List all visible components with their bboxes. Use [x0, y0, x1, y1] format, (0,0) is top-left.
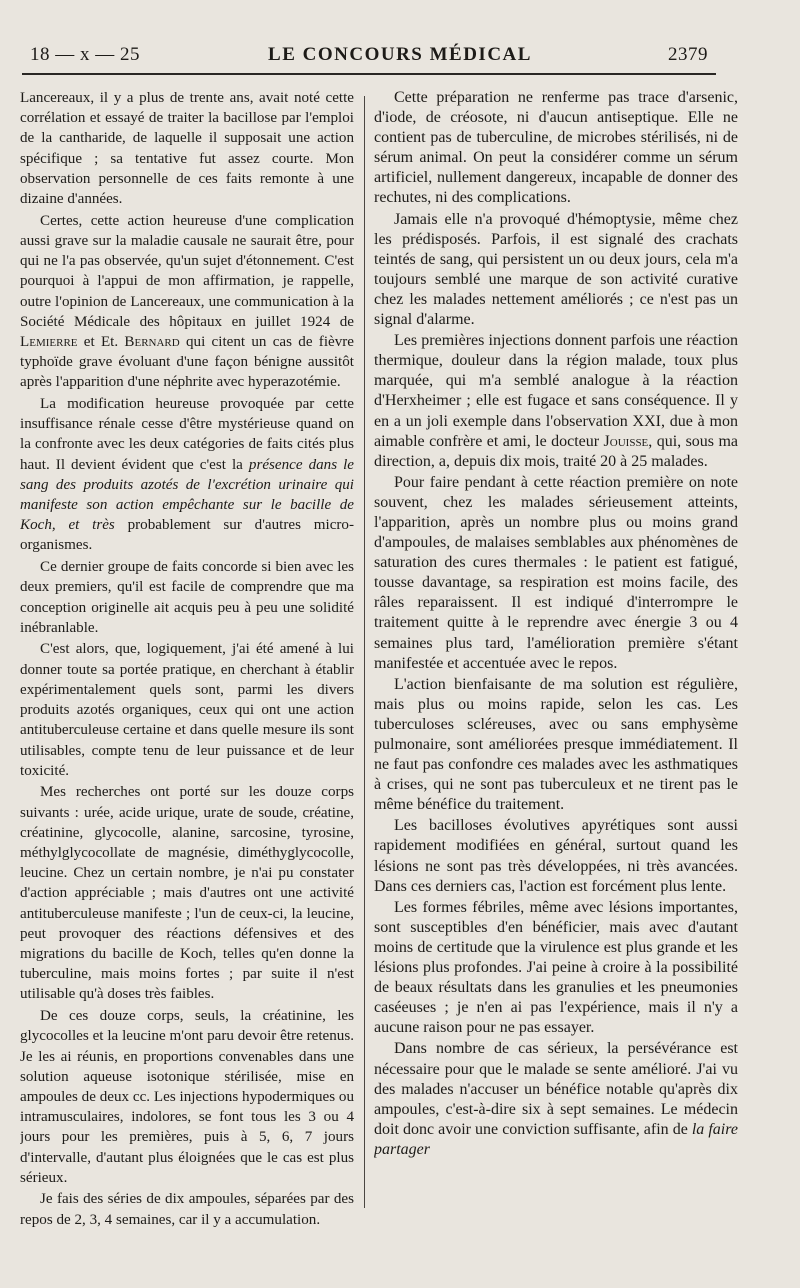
header-date: 18 — x — 25: [30, 44, 140, 65]
text-run: De ces douze corps, seuls, la créatinine, les glycocolles et la leucine m'ont paru devoir être retenus. Je les ai réunis, en proportions convenables dans une solution aqueuse isotonique stérilisée, mise en ampoules de deux cc. Les injections hypodermiques ou intramusculaires, indolores, se font tous les 3 ou 4 jours pour les premières, puis à 5, 6, 7 jours d'intervalle, d'autant plus éloignées que le cas est plus sérieux.: [20, 1008, 354, 1186]
left-column-paragraph: [20, 782, 354, 1004]
right-column-paragraph: [374, 1039, 738, 1160]
header-rule: [22, 73, 716, 75]
text-run: Mes recherches ont porté sur les douze corps suivants : urée, acide urique, urate de soude, créatine, créatinine, glycocolle, alanine, sarcosine, tyrosine, méthylglycocollate de magnésie, diméthyglycocolle, leucine. Chez un certain nombre, je n'ai pu constater d'action appréciable ; mais d'autres ont une activité antituberculeuse manifeste ; l'un de ceux-ci, la leucine, peut provoquer des réactions défensives et des migrations du bacille de Koch, telles qu'en donne la tuberculine, mais moins fortes ; par suite il n'est utilisable qu'à doses très faibles.: [20, 784, 354, 1003]
text-run: Ce dernier groupe de faits concorde si bien avec les deux premiers, qu'il est facile de comprendre que ma conception originelle ait acquis peu à peu une solidité inébranlable.: [20, 559, 354, 636]
right-column-paragraph: [374, 898, 738, 1039]
text-run: Les formes fébriles, même avec lésions importantes, sont susceptibles d'en bénéficier, mais avec d'autant moins de certitude que la virulence est plus grande et les lésions plus profondes. J'ai peine à croire à la possibilité de beaux résultats dans les granulies et les pneumonies caséeuses ; je n'en ai pas l'expérience, mais il n'y a aucune raison pour ne pas essayer.: [374, 898, 738, 1037]
author-name: Lemierre: [20, 333, 78, 350]
right-column-paragraph: [374, 331, 738, 472]
journal-title: LE CONCOURS MÉDICAL: [268, 44, 532, 65]
text-run: Cette préparation ne renferme pas trace d'arsenic, d'iode, de créosote, ni d'aucun antiseptique. Elle ne contient pas de tuberculine, de microbes stérilisés, ni de sérum animal. On peut la considérer comme un sérum artificiel, nullement dangereux, incapable de donner des rechutes, ni des complications.: [374, 89, 738, 207]
text-run: L'action bienfaisante de ma solution est régulière, mais plus ou moins rapide, selon les cas. Les tuberculoses scléreuses, avec ou sans emphysème pulmonaire, sont améliorées presque immédiatement. Il ne faut pas confondre ces malades avec les asthmatiques à crises, qui ne sont pas tuberculeux et ne tirent pas le même bénéfice du traitement.: [374, 675, 738, 814]
text-run: Je fais des séries de dix ampoules, séparées par des repos de 2, 3, 4 semaines, car il y a accumulation.: [20, 1191, 354, 1228]
text-run: Jamais elle n'a provoqué d'hémoptysie, même chez les prédisposés. Parfois, il est signalé des crachats teintés de sang, qui persistent un ou deux jours, cela m'a toujours semblé une marque de son activité curative chez les malades nettement améliorés ; ce n'est pas un signal d'alarme.: [374, 210, 738, 329]
right-column-paragraph: [374, 675, 738, 816]
text-run: Lancereaux, il y a plus de trente ans, avait noté cette corrélation et essayé de traiter la bacillose par l'emploi de la cantharide, de laquelle il supposait une action spécifique ; sa tentative fut assez courte. Mon observation personnelle de ces faits remonte à une dizaine d'années.: [20, 90, 354, 208]
text-run: Les premières injections donnent parfois une réaction thermique, douleur dans la région malade, toux plus marquée, qui m'a semblé analogue à la réaction d'Herxheimer ; elle est fugace et sans conséquence. Il y en a un joli exemple dans l'observation XXI, due à mon aimable confrère et ami, le docteur: [374, 332, 738, 450]
author-name: Jouisse: [603, 432, 649, 450]
right-column-paragraph: [374, 88, 738, 209]
text-run: Les bacilloses évolutives apyrétiques sont aussi rapidement modifiées en général, surtout quand les lésions ne sont pas très développées, ni très avancées. Dans ces derniers cas, l'action est forcément plus lente.: [374, 817, 738, 895]
text-run: La modification heureuse provoquée par cette insuffisance rénale cesse d'être mystérieuse quand on la confronte avec les deux catégories de faits cités plus haut. Il devient évident que c'est la: [20, 396, 354, 473]
text-run: Pour faire pendant à cette réaction première on note souvent, chez les malades sérieusement atteints, l'apparition, après un nombre plus ou moins grand d'ampoules, de malaises semblables aux phénomènes de saturation des cures thermales : le patient est fatigué, tousse davantage, sa respiration est moins facile, des râles reparaissent. Il est indiqué d'interrompre le traitement quitte à le reprendre avec énergie 3 ou 4 semaines plus tard, l'amélioration première s'étant manifestée et accentuée avec le repos.: [374, 473, 738, 672]
emphasis-text: la faire partager: [374, 1120, 738, 1158]
right-column-paragraph: [374, 210, 738, 331]
emphasis-text: présence dans le sang des produits azotés de l'excrétion urinaire qui manifeste son action empêchante sur le bacille de Koch, et très: [20, 456, 354, 534]
text-run: , qui, sous ma direction, a, depuis dix mois, traité 20 à 25 malades.: [374, 432, 738, 470]
left-column-paragraph: [20, 1006, 354, 1188]
author-name: Bernard: [124, 333, 180, 350]
right-column: [374, 88, 738, 1228]
left-column-paragraph: [20, 394, 354, 556]
left-column-paragraph: [20, 639, 354, 780]
text-run: et Et.: [77, 333, 125, 350]
text-run: C'est alors, que, logiquement, j'ai été amené à lui donner toute sa portée pratique, en cherchant à établir expérimentalement quels sont, parmi les divers produits azotés organiques, ceux qui ont une action antituberculeuse certaine et dans quelle mesure ils sont utilisables, compte tenu de leur puissance et de leur toxicité.: [20, 641, 354, 779]
text-run: probablement sur d'autres micro-organismes.: [20, 517, 354, 554]
column-divider: [364, 96, 365, 1208]
running-header: [0, 0, 800, 82]
right-column-paragraph: [374, 473, 738, 674]
text-run: Dans nombre de cas sérieux, la persévérance est nécessaire pour que le malade se sente amélioré. J'ai vu des malades n'accuser un bénéfice notable qu'après dix ampoules, c'est-à-dire six à sept semaines. Le médecin doit donc avoir une conviction suffisante, afin de: [374, 1040, 738, 1138]
text-run: qui citent un cas de fièvre typhoïde grave évoluant d'une façon bénigne aussitôt après l'apparition d'une néphrite avec hyperazotémie.: [20, 333, 354, 391]
left-column-paragraph: [20, 1189, 354, 1228]
right-column-paragraph: [374, 816, 738, 896]
left-column-paragraph: [20, 88, 354, 209]
left-column-paragraph: [20, 557, 354, 638]
left-column-paragraph: [20, 211, 354, 393]
text-run: Certes, cette action heureuse d'une complication aussi grave sur la maladie causale ne saurait être, pour qui ne l'a pas observée, qu'un sujet d'étonnement. C'est pourquoi à l'appui de mon affirmation, je rappelle, outre l'opinion de Lancereaux, une communication à la Société Médicale des hôpitaux en juillet 1924 de: [20, 212, 354, 330]
page-number: 2379: [668, 44, 708, 65]
left-column: [20, 88, 354, 1228]
